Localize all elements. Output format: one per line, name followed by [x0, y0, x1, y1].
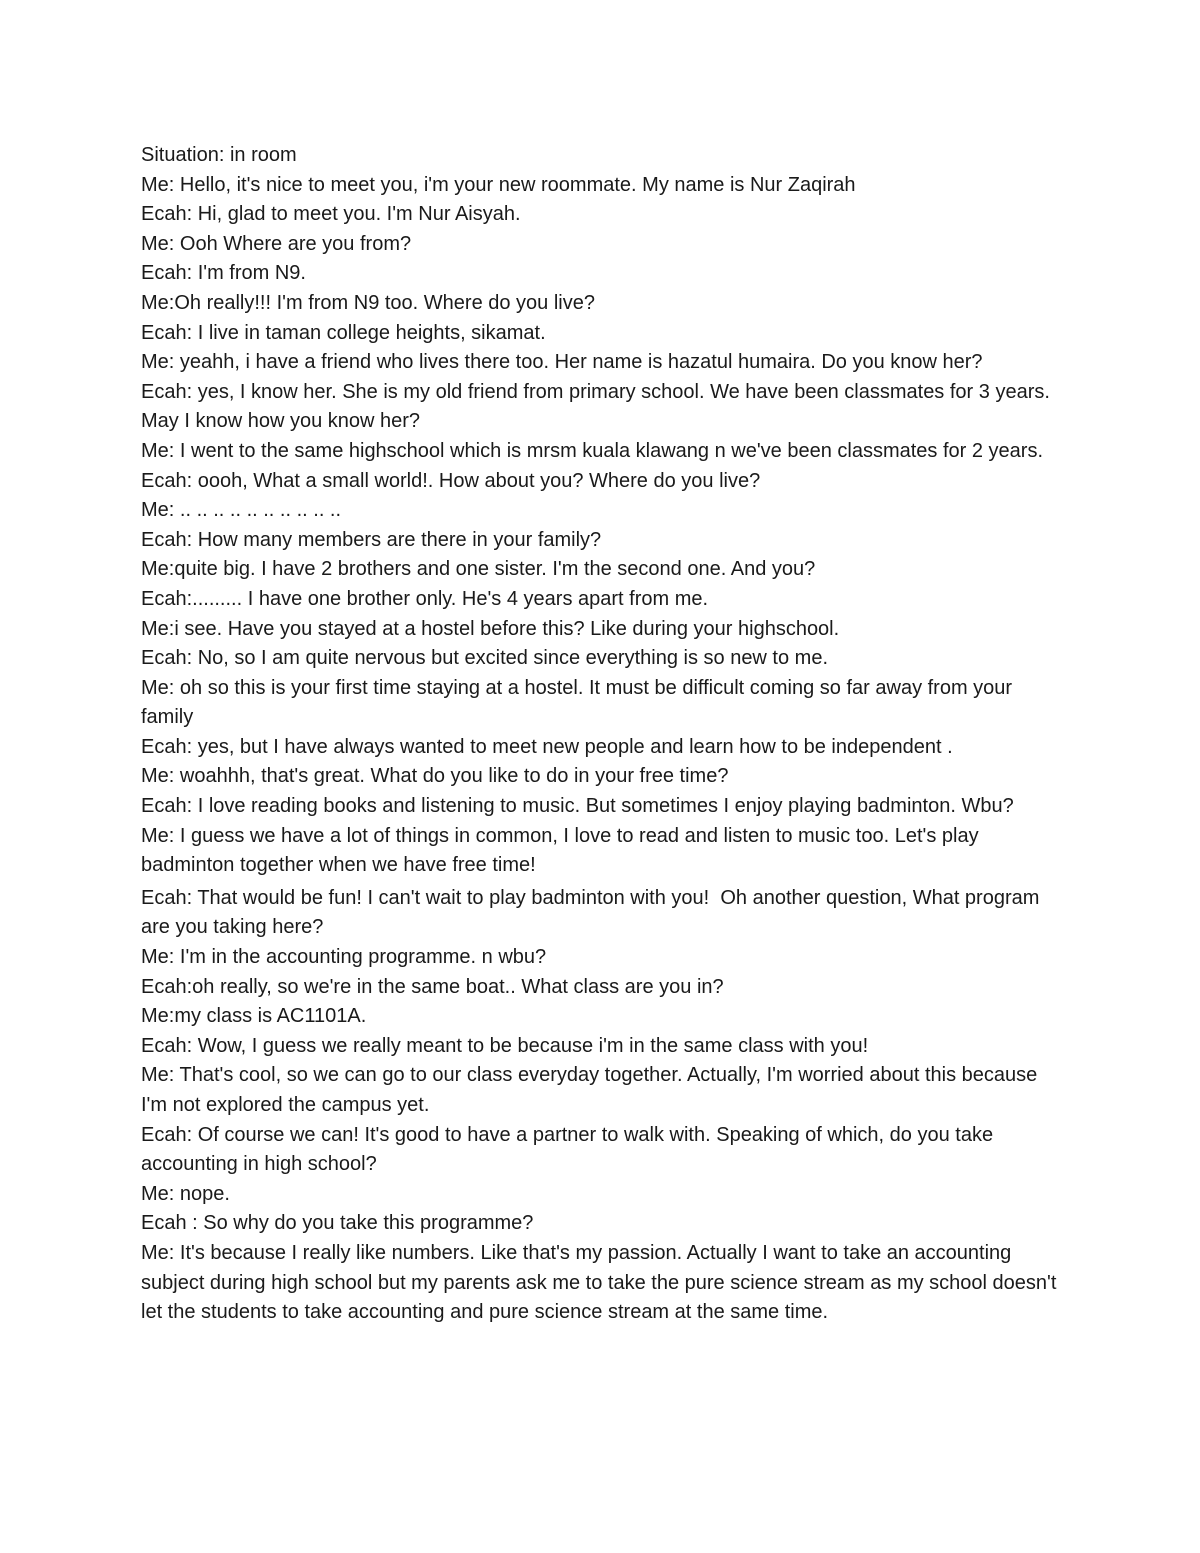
- dialogue-line: Ecah: oooh, What a small world!. How about you? Where do you live?: [141, 469, 761, 492]
- dialogue-line: Ecah: I live in taman college heights, sikamat.: [141, 321, 546, 344]
- dialogue-line: Ecah: yes, but I have always wanted to meet new people and learn how to be independent .: [141, 735, 953, 758]
- dialogue-line: Me:quite big. I have 2 brothers and one sister. I'm the second one. And you?: [141, 558, 816, 581]
- dialogue-line: Ecah: That would be fun! I can't wait to play badminton with you! Oh another question, What program are you taking here?: [141, 886, 1045, 939]
- dialogue-line: Ecah:oh really, so we're in the same boat.. What class are you in?: [141, 975, 724, 998]
- dialogue-line: Ecah: yes, I know her. She is my old friend from primary school. We have been classmates for 3 years. May I know how you know her?: [141, 380, 1056, 433]
- dialogue-line: Me: I went to the same highschool which is mrsm kuala klawang n we've been classmates for 2 years.: [141, 439, 1044, 462]
- situation-line: Situation: in room: [141, 144, 297, 166]
- dialogue-line: Me: Ooh Where are you from?: [141, 232, 412, 255]
- dialogue-line: Ecah: Of course we can! It's good to have a partner to walk with. Speaking of which, do you take accounting in high school?: [141, 1123, 999, 1176]
- dialogue-line: Ecah: Wow, I guess we really meant to be because i'm in the same class with you!: [141, 1034, 869, 1057]
- dialogue-line: Me: It's because I really like numbers. Like that's my passion. Actually I want to take an accounting subject during high school but my parents ask me to take the pure science stream as my school doesn't let the students to take accounting and pure science stream at the same time.: [141, 1241, 1062, 1324]
- dialogue-line: Ecah: I'm from N9.: [141, 262, 306, 285]
- dialogue-line: Me: woahhh, that's great. What do you like to do in your free time?: [141, 765, 729, 788]
- dialogue-line: Ecah: I love reading books and listening to music. But sometimes I enjoy playing badminton. Wbu?: [141, 795, 1014, 818]
- dialogue-line: Me: oh so this is your first time staying at a hostel. It must be difficult coming so far away from your family: [141, 676, 1018, 729]
- dialogue-line: Ecah: No, so I am quite nervous but excited since everything is so new to me.: [141, 647, 829, 670]
- dialogue-line: Me: I guess we have a lot of things in common, I love to read and listen to music too. Let's play badminton together when we have free time!: [141, 824, 985, 877]
- dialogue-line: Me: Hello, it's nice to meet you, i'm your new roommate. My name is Nur Zaqirah: [141, 173, 856, 196]
- dialogue-line: Me:my class is AC1101A.: [141, 1005, 367, 1028]
- dialogue-line: Me:Oh really!!! I'm from N9 too. Where do you live?: [141, 291, 595, 314]
- dialogue-line: Me: yeahh, i have a friend who lives there too. Her name is hazatul humaira. Do you know her?: [141, 351, 983, 374]
- dialogue-line: Ecah: Hi, glad to meet you. I'm Nur Aisyah.: [141, 203, 521, 226]
- dialogue-line: Me: I'm in the accounting programme. n wbu?: [141, 946, 547, 969]
- dialogue-line: Me: .. .. .. .. .. .. .. .. .. ..: [141, 499, 342, 522]
- dialogue-text: [141, 141, 1066, 1328]
- dialogue-line: Ecah: How many members are there in your family?: [141, 528, 602, 551]
- dialogue-line: Ecah : So why do you take this programme?: [141, 1212, 534, 1235]
- dialogue-line: Me: That's cool, so we can go to our class everyday together. Actually, I'm worried about this because I'm not explored the campus yet.: [141, 1064, 1043, 1116]
- dialogue-line: Me:i see. Have you stayed at a hostel before this? Like during your highschool.: [141, 617, 840, 640]
- dialogue-line: Me: nope.: [141, 1182, 230, 1205]
- dialogue-line: Ecah:......... I have one brother only. He's 4 years apart from me.: [141, 587, 709, 610]
